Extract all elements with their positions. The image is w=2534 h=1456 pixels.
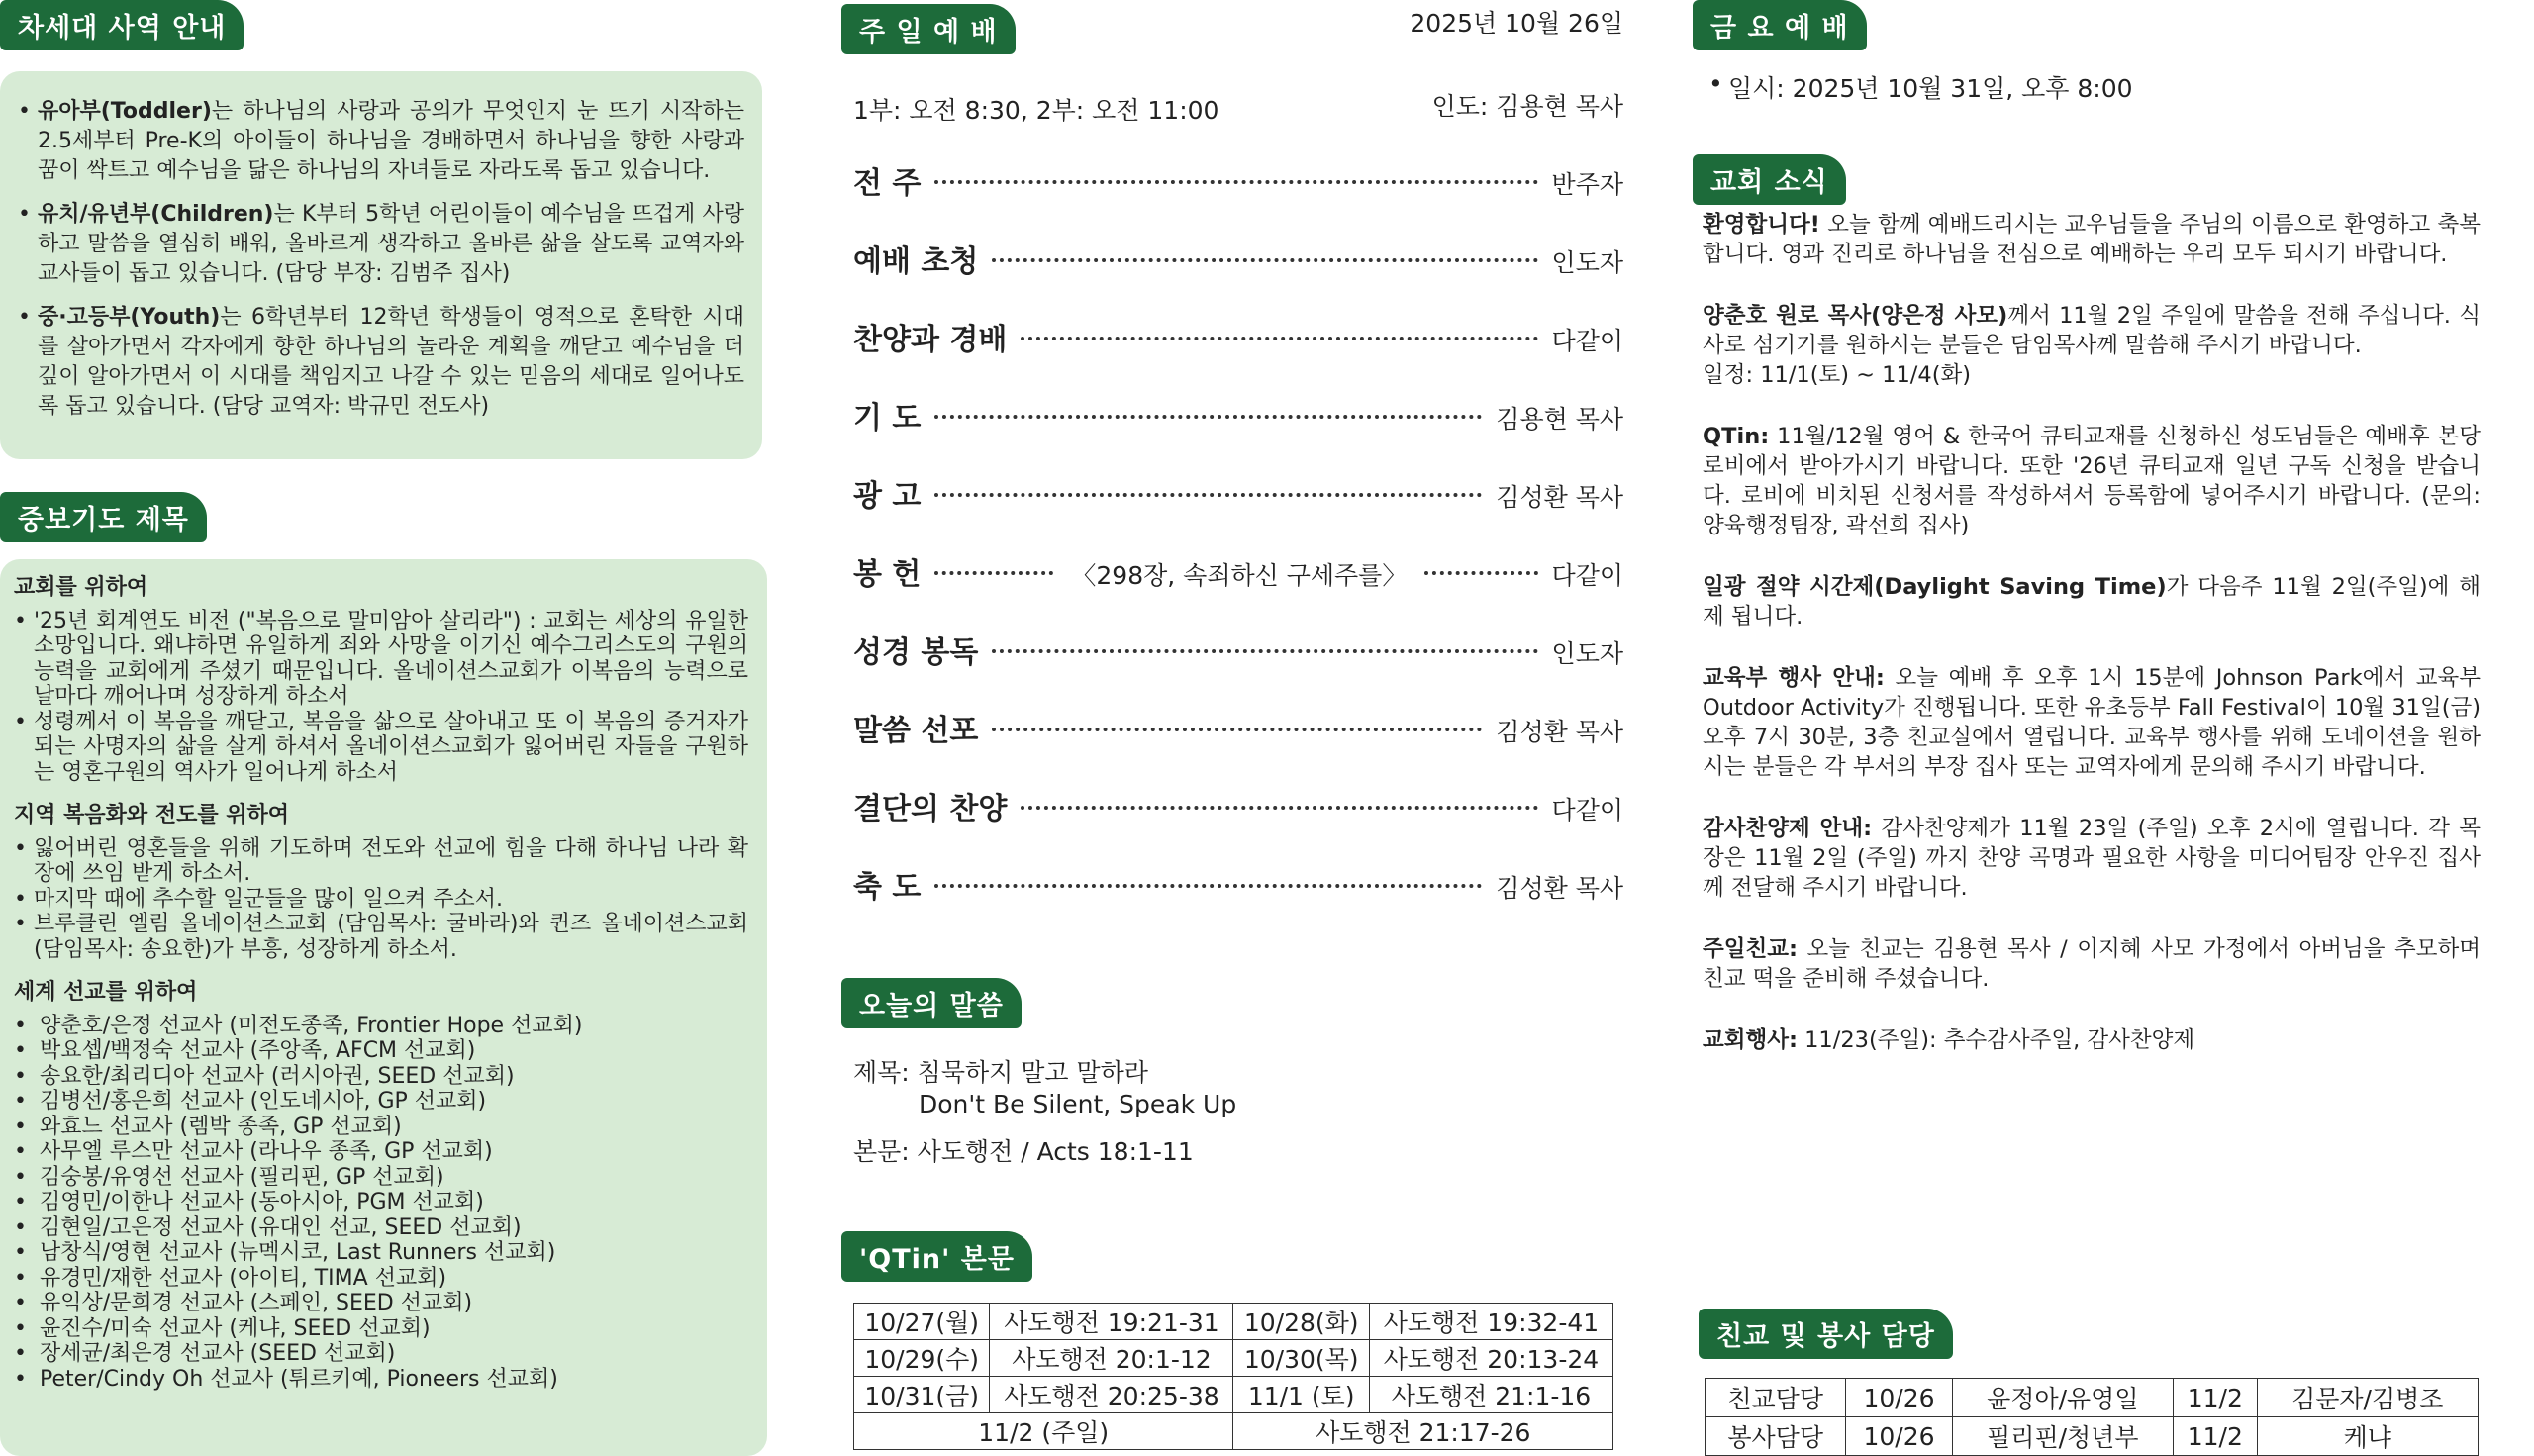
- missionary-item: • 송요한/최리디아 선교사 (러시아권, SEED 선교회): [14, 1064, 748, 1090]
- prayer-item: • 브루클린 엘림 올네이션스교회 (담임목사: 굴바라)와 퀸즈 올네이션스교회 (담임목사: 송요한)가 부흥, 성장하게 하소서.: [14, 912, 748, 962]
- news-item: QTin: 11월/12월 영어 & 한국어 큐티교재를 신청하신 성도님들은 예배후 본당 로비에서 받아가시기 바랍니다. 또한 '26년 큐티교재 일년 구독 신청을 받습니다. 로비에 비치된 신청서를 작성하셔서 등록함에 넣어주시기 바랍니다. (문의: 양육행정팀장, 곽선희 집사): [1703, 424, 2481, 538]
- sermon-title: 제목: 침묵하지 말고 말하라: [853, 1058, 1148, 1087]
- missionary-item: • 장세균/최은경 선교사 (SEED 선교회): [14, 1341, 748, 1367]
- prayer-item: • 잃어버린 영혼들을 위해 기도하며 전도와 선교에 힘을 다해 하나님 나라 확장에 쓰임 받게 하소서.: [14, 836, 748, 887]
- table-row: 10/27(월) 사도행전 19:21-31 10/28(화) 사도행전 19:32-41: [854, 1304, 1613, 1340]
- prayer-church-title: 교회를 위하여: [14, 575, 148, 600]
- missionary-item: • 김현일/고은정 선교사 (유대인 선교, SEED 선교회): [14, 1215, 748, 1241]
- prayer-item: • 마지막 때에 추수할 일군들을 많이 일으켜 주소서.: [14, 887, 748, 913]
- missionary-item: • 김숭봉/유영선 선교사 (필리핀, GP 선교회): [14, 1165, 748, 1191]
- prayer-tag: 중보기도 제목: [0, 492, 207, 542]
- next-gen-item: • 중·고등부(Youth)는 6학년부터 12학년 학생들이 영적으로 혼탁한 시대를 살아가면서 각자에게 향한 하나님의 놀라운 계획을 깨닫고 예수님을 더 깊이 알아가면서 이 시대를 책임지고 나갈 수 있는 믿음의 세대로 일어나도록 돕고 있습니다. (담당 교역자: 박규민 전도사): [18, 303, 744, 422]
- news-item: 주일친교: 오늘 친교는 김용현 목사 / 이지혜 사모 가정에서 아버님을 추모하며 친교 떡을 준비해 주셨습니다.: [1703, 936, 2481, 992]
- news-item: 양춘호 원로 목사(양은정 사모)께서 11월 2일 주일에 말씀을 전해 주십니다. 식사로 섬기기를 원하시는 분들은 담임목사께 말씀해 주시기 바랍니다. 일정: 11/1(토) ~ 11/4(화): [1703, 303, 2481, 388]
- service-date: 2025년 10월 26일: [1410, 9, 1623, 38]
- news-tag: 교회 소식: [1693, 154, 1846, 205]
- friday-time: • 일시: 2025년 10월 31일, 오후 8:00: [1708, 69, 2133, 105]
- missionary-item: • 윤진수/미숙 선교사 (케냐, SEED 선교회): [14, 1316, 748, 1342]
- order-row: 축 도 김성환 목사: [853, 862, 1623, 902]
- prayer-item: • '25년 회계연도 비전 ("복음으로 말미암아 살리라") : 교회는 세상의 유일한 소망입니다. 왜냐하면 유일하게 죄와 사망을 이기신 예수그리스도의 구원의 능력을 교회에게 주셨기 때문입니다. 올네이션스교회가 이복음의 능력으로 날마다 깨어나며 성장하게 하소서: [14, 609, 748, 710]
- order-row: 예배 초청 인도자: [853, 237, 1623, 276]
- order-row: 기 도 김용현 목사: [853, 393, 1623, 433]
- news-item: 교회행사: 11/23(주일): 추수감사주일, 감사찬양제: [1703, 1027, 2195, 1053]
- missionary-item: • 양춘호/은정 선교사 (미전도종족, Frontier Hope 선교회): [14, 1014, 748, 1039]
- next-gen-item: • 유치/유년부(Children)는 K부터 5학년 어린이들이 예수님을 뜨겁게 사랑하고 말씀을 열심히 배워, 올바르게 생각하고 올바른 삶을 살도록 교역자와 교사들이 돕고 있습니다. (담당 부장: 김범주 집사): [18, 200, 744, 289]
- service-table: [1705, 1378, 2479, 1456]
- service-leader: 인도: 김용현 목사: [1431, 92, 1623, 121]
- prayer-panel: [0, 559, 767, 1456]
- sermon-text: 본문: 사도행전 / Acts 18:1-11: [853, 1137, 1194, 1166]
- missionary-item: • 와효느 선교사 (렘박 종족, GP 선교회): [14, 1115, 748, 1140]
- table-row: 10/29(수) 사도행전 20:1-12 10/30(목) 사도행전 20:13-24: [854, 1340, 1613, 1377]
- table-row: 10/31(금) 사도행전 20:25-38 11/1 (토) 사도행전 21:1-16: [854, 1377, 1613, 1413]
- table-row: 11/2 (주일) 사도행전 21:17-26: [854, 1413, 1613, 1450]
- sermon-title-en: Don't Be Silent, Speak Up: [919, 1090, 1237, 1118]
- table-row: 친교담당 10/26 윤정아/유영일 11/2 김문자/김병조: [1706, 1379, 2479, 1417]
- news-item: 교육부 행사 안내: 오늘 예배 후 오후 1시 15분에 Johnson Park에서 교육부 Outdoor Activity가 진행됩니다. 또한 유초등부 Fall Festival이 10월 31일(금) 오후 7시 30분, 3층 친교실에서 열립니다. 교육부 행사를 위해 도네이션을 원하시는 분들은 각 부서의 부장 집사 또는 교역자에게 문의해 주시기 바랍니다.: [1703, 665, 2482, 780]
- friday-tag: 금 요 예 배: [1693, 0, 1867, 50]
- missionary-item: • Peter/Cindy Oh 선교사 (튀르키예, Pioneers 선교회): [14, 1367, 748, 1393]
- missionary-item: • 남창식/영현 선교사 (뉴멕시코, Last Runners 선교회): [14, 1240, 748, 1266]
- order-row: 결단의 찬양 다같이: [853, 784, 1623, 824]
- prayer-item: • 성령께서 이 복음을 깨닫고, 복음을 삶으로 살아내고 또 이 복음의 증거자가 되는 사명자의 삶을 살게 하셔서 올네이션스교회가 잃어버린 자들을 구원하는 영혼구원의 역사가 일어나게 하소서: [14, 710, 748, 786]
- next-gen-item: • 유아부(Toddler)는 하나님의 사랑과 공의가 무엇인지 눈 뜨기 시작하는 2.5세부터 Pre-K의 아이들이 하나님을 경배하면서 하나님을 향한 사랑과 꿈이 싹트고 예수님을 닮은 하나님의 자녀들로 자라도록 돕고 있습니다.: [18, 97, 744, 186]
- news-item: 일광 절약 시간제(Daylight Saving Time)가 다음주 11월 2일(주일)에 해제 됩니다.: [1703, 574, 2481, 630]
- missionary-item: • 유경민/재한 선교사 (아이티, TIMA 선교회): [14, 1266, 748, 1292]
- service-times: 1부: 오전 8:30, 2부: 오전 11:00: [853, 96, 1219, 125]
- news-item: 환영합니다! 오늘 함께 예배드리시는 교우님들을 주님의 이름으로 환영하고 축복합니다. 영과 진리로 하나님을 전심으로 예배하는 우리 모두 되시기 바랍니다.: [1703, 212, 2481, 267]
- word-tag: 오늘의 말씀: [841, 978, 1022, 1028]
- order-row: 찬양과 경배 다같이: [853, 315, 1623, 354]
- next-gen-tag: 차세대 사역 안내: [0, 0, 244, 50]
- order-row: 광 고 김성환 목사: [853, 471, 1623, 511]
- sunday-tag: 주 일 예 배: [841, 4, 1016, 54]
- church-news: [1703, 210, 2481, 1087]
- today-word: [853, 1057, 1236, 1168]
- missionary-item: • 박요셉/백정숙 선교사 (주앙족, AFCM 선교회): [14, 1038, 748, 1064]
- next-gen-panel: [0, 71, 762, 459]
- order-row: 말씀 선포 김성환 목사: [853, 706, 1623, 745]
- table-row: 봉사담당 10/26 필리핀/청년부 11/2 케냐: [1706, 1417, 2479, 1456]
- order-row: 전 주 반주자: [853, 158, 1623, 198]
- order-row: 봉 헌 〈298장, 속죄하신 구세주를〉 다같이: [853, 549, 1623, 589]
- missionary-item: • 김영민/이한나 선교사 (동아시아, PGM 선교회): [14, 1190, 748, 1215]
- prayer-region-title: 지역 복음화와 전도를 위하여: [14, 803, 290, 827]
- order-row: 성경 봉독 인도자: [853, 628, 1623, 667]
- news-item: 감사찬양제 안내: 감사찬양제가 11월 23일 (주일) 오후 2시에 열립니다. 각 목장은 11월 2일 (주일) 까지 찬양 곡명과 필요한 사항을 미디어팀장 안우진 집사께 전달해 주시기 바랍니다.: [1703, 816, 2482, 901]
- missionary-item: • 사무엘 루스만 선교사 (라나우 종족, GP 선교회): [14, 1139, 748, 1165]
- missionary-item: • 유익상/문희경 선교사 (스페인, SEED 선교회): [14, 1291, 748, 1316]
- qtin-table: [853, 1303, 1613, 1450]
- qtin-tag: 'QTin' 본문: [841, 1231, 1032, 1282]
- missionary-item: • 김병선/홍은희 선교사 (인도네시아, GP 선교회): [14, 1089, 748, 1115]
- service-tag: 친교 및 봉사 담당: [1699, 1309, 1953, 1359]
- prayer-mission-title: 세계 선교를 위하여: [14, 980, 198, 1005]
